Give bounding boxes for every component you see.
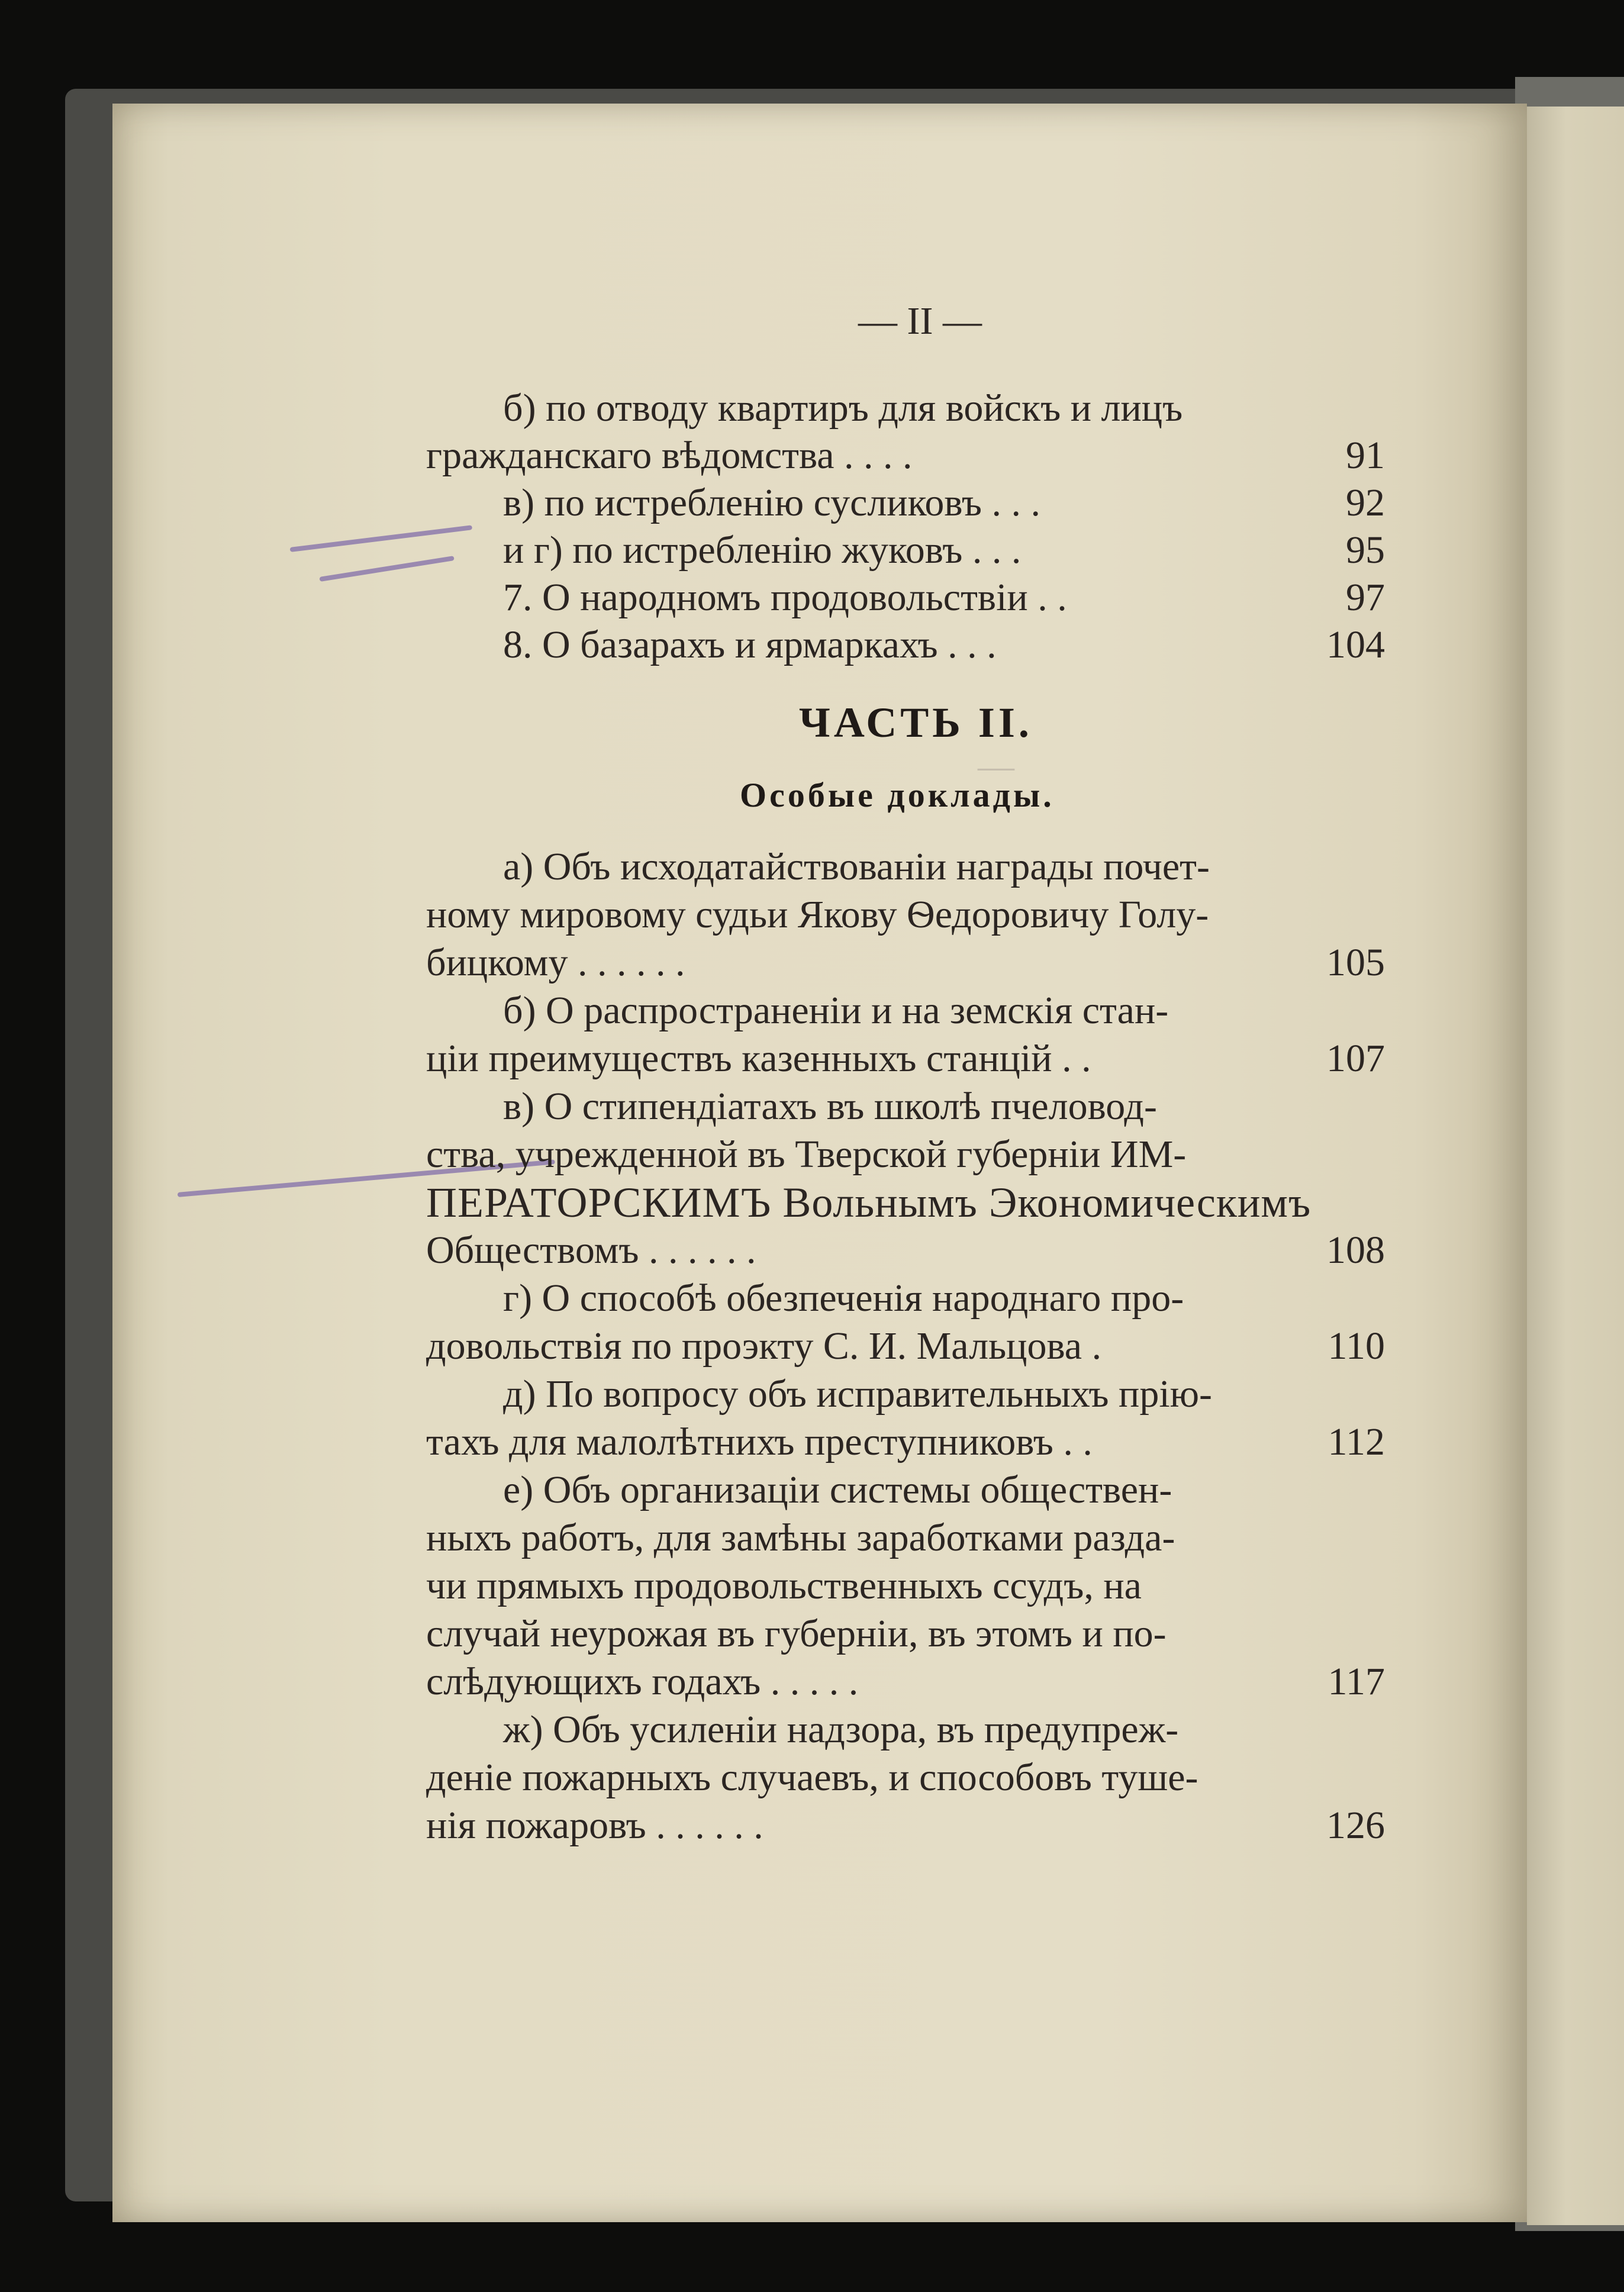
bleed-through: —	[977, 746, 1014, 786]
toc-entry-page: 104	[1326, 623, 1385, 666]
toc-entry-label: а) Объ исходатайствованіи награды почет-	[503, 845, 1210, 888]
toc-entry-page: 126	[1326, 1804, 1385, 1847]
toc-entry	[426, 1035, 1385, 1082]
toc-entry-label: е) Объ организаціи системы обществен-	[503, 1468, 1172, 1511]
toc-entry	[426, 1131, 1385, 1178]
toc-entry-page: 110	[1327, 1324, 1385, 1368]
toc-entry	[426, 1562, 1385, 1610]
toc-entry	[426, 432, 1385, 479]
toc-entry	[426, 1419, 1385, 1466]
toc-entry-label: гражданскаго вѣдомства . . . .	[426, 434, 913, 477]
toc-entry	[426, 1227, 1385, 1274]
toc-entry-page: 117	[1327, 1660, 1385, 1703]
toc-entry	[426, 891, 1385, 939]
toc-entry-label: Обществомъ . . . . . .	[426, 1229, 756, 1272]
toc-entry-label: чи прямыхъ продовольственныхъ ссудъ, на	[426, 1564, 1142, 1607]
toc-entry	[426, 1179, 1385, 1226]
toc-entry-page: 92	[1346, 481, 1385, 524]
toc-entry	[426, 1514, 1385, 1562]
toc-entry-label: ціи преимуществъ казенныхъ станцій . .	[426, 1037, 1091, 1080]
toc-entry-label: слѣдующихъ годахъ . . . . .	[426, 1660, 859, 1703]
toc-entry	[426, 1706, 1385, 1753]
toc-entry-label: ному мировому судьи Якову Ѳедоровичу Голу-	[426, 893, 1209, 936]
toc-entry	[426, 1658, 1385, 1706]
toc-entry	[426, 1323, 1385, 1370]
toc-entry-label: нія пожаровъ . . . . . .	[426, 1804, 763, 1847]
toc-entry	[426, 527, 1385, 574]
toc-entry-label: б) О распространеніи и на земскія стан-	[503, 989, 1169, 1032]
toc-entry-label: б) по отводу квартиръ для войскъ и лицъ	[503, 386, 1183, 430]
toc-entry	[426, 939, 1385, 987]
part-subtitle: Особые доклады.	[740, 776, 1055, 814]
toc-entry-page: 108	[1326, 1229, 1385, 1272]
toc-entry-label: 7. О народномъ продовольствіи . .	[503, 576, 1067, 619]
toc-entry-label: в) О стипендіатахъ въ школѣ пчеловод-	[503, 1085, 1157, 1128]
part-title: ЧАСТЬ II.	[799, 699, 1033, 746]
toc-entry	[426, 1610, 1385, 1658]
toc-entry	[426, 1754, 1385, 1801]
toc-entry	[426, 843, 1385, 891]
toc-entry	[426, 1083, 1385, 1130]
toc-entry-page: 112	[1327, 1420, 1385, 1463]
toc-entry-page: 91	[1346, 434, 1385, 477]
toc-entry	[426, 385, 1385, 432]
toc-entry-label: ж) Объ усиленіи надзора, въ предупреж-	[503, 1708, 1179, 1751]
toc-entry	[426, 621, 1385, 669]
toc-entry-page: 105	[1326, 941, 1385, 984]
toc-entry-label: ныхъ работъ, для замѣны заработками разда-	[426, 1516, 1175, 1559]
toc-entry-label: д) По вопросу объ исправительныхъ прію-	[503, 1372, 1212, 1416]
toc-entry	[426, 479, 1385, 527]
toc-entry-label: в) по истребленію сусликовъ . . .	[503, 481, 1040, 524]
toc-entry-label: деніе пожарныхъ случаевъ, и способовъ туше-	[426, 1756, 1198, 1799]
toc-entry-label: довольствія по проэкту С. И. Мальцова .	[426, 1324, 1102, 1368]
toc-entry-label: ства, учрежденной въ Тверской губерніи ИМ-	[426, 1133, 1187, 1176]
page-folio: — II —	[858, 299, 982, 343]
toc-entry	[426, 1802, 1385, 1849]
toc-entry-label: случай неурожая въ губерніи, въ этомъ и по-	[426, 1612, 1167, 1655]
toc-entry	[426, 987, 1385, 1034]
toc-entry-label: тахъ для малолѣтнихъ преступниковъ . .	[426, 1420, 1093, 1463]
toc-entry-label: бицкому . . . . . .	[426, 941, 685, 984]
toc-entry-label: 8. О базарахъ и ярмаркахъ . . .	[503, 623, 997, 666]
toc-entry	[426, 574, 1385, 621]
toc-entry	[426, 1371, 1385, 1418]
toc-entry-label: г) О способѣ обезпеченія народнаго про-	[503, 1276, 1184, 1320]
toc-entry	[426, 1275, 1385, 1322]
toc-entry-label: и г) по истребленію жуковъ . . .	[503, 528, 1022, 572]
toc-entry-page: 97	[1346, 576, 1385, 619]
toc-entry-page: 95	[1346, 528, 1385, 572]
toc-entry	[426, 1466, 1385, 1514]
toc-entry-page: 107	[1326, 1037, 1385, 1080]
toc-entry-label: ПЕРАТОРСКИМЪ Вольнымъ Экономическимъ	[426, 1179, 1312, 1226]
